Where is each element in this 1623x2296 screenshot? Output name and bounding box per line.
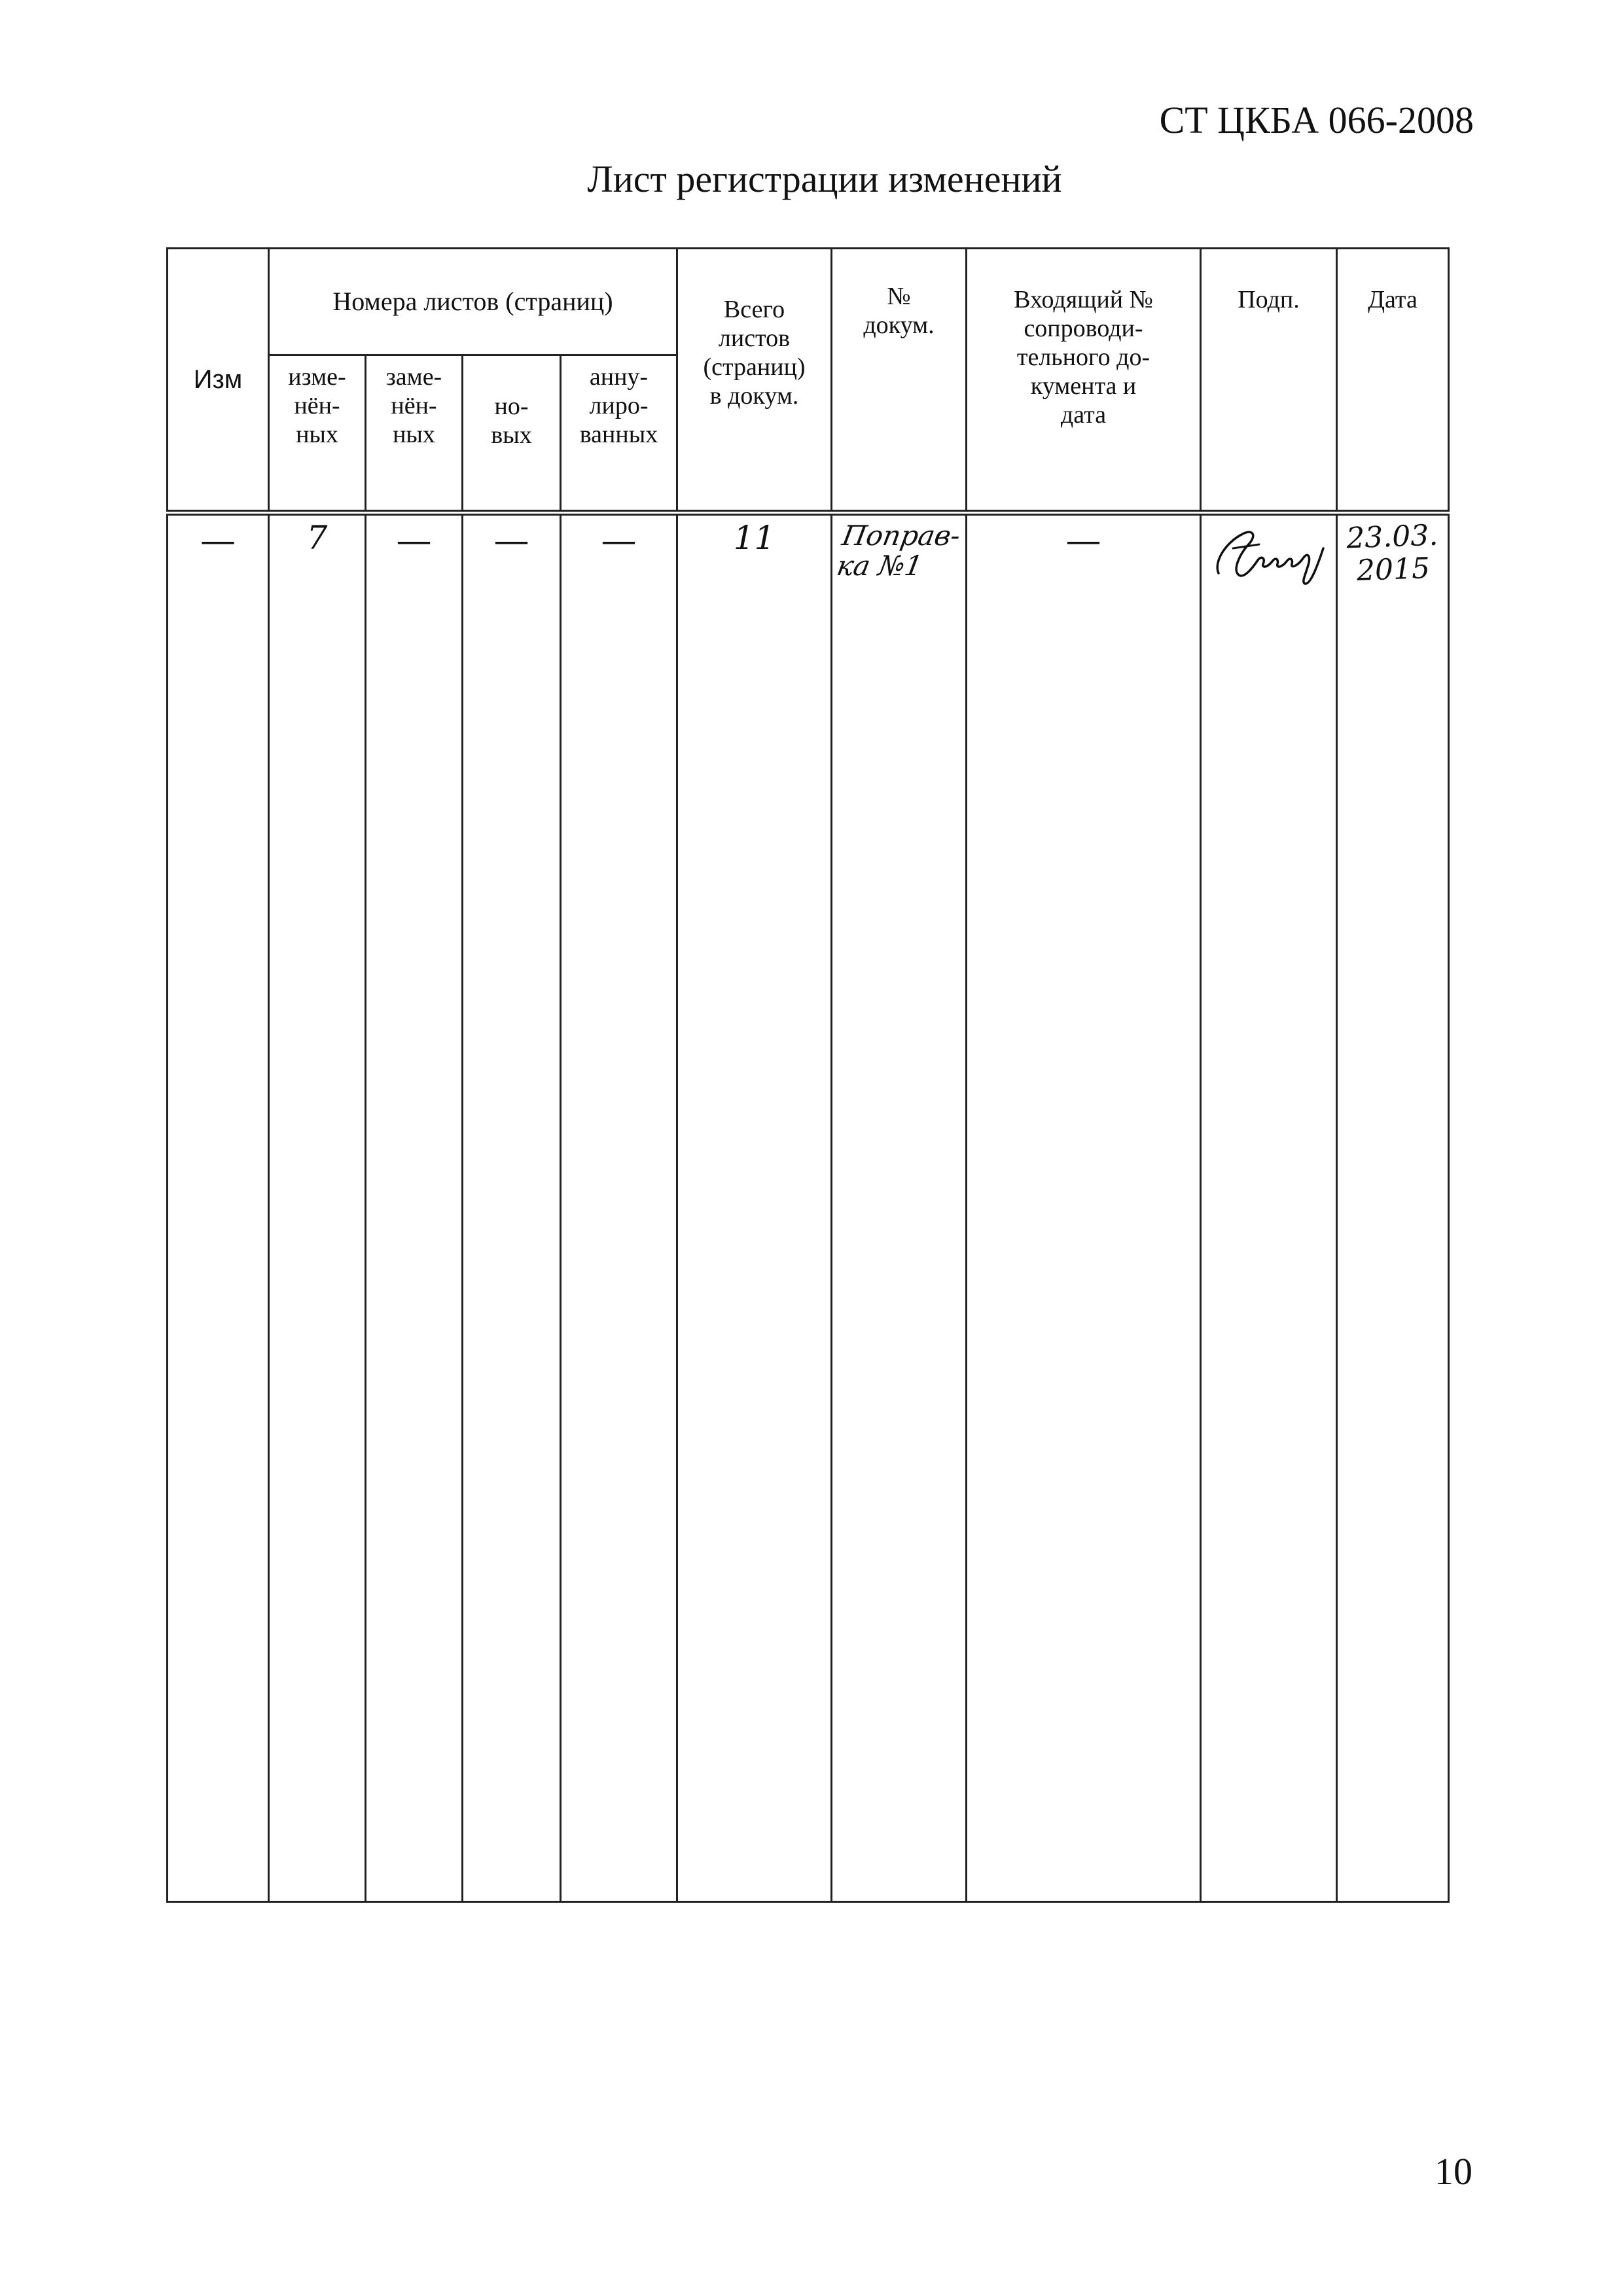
header-new: но- вых — [463, 355, 561, 513]
header-izm: Изм — [168, 249, 269, 513]
header-replaced: заме- нён- ных — [366, 355, 463, 513]
page-title: Лист регистрации изменений — [587, 158, 1062, 200]
cell-signature — [1201, 513, 1337, 1902]
header-signature: Подп. — [1201, 249, 1337, 513]
cell-new: — — [463, 513, 561, 1902]
header-changed: изме- нён- ных — [269, 355, 366, 513]
header-date: Дата — [1337, 249, 1449, 513]
document-code: СТ ЦКБА 066-2008 — [1159, 99, 1474, 141]
header-annulled: анну- лиро- ванных — [561, 355, 677, 513]
cell-replaced: — — [366, 513, 463, 1902]
cell-incoming: — — [967, 513, 1201, 1902]
cell-document-number: Поправ- ка №1 — [832, 513, 967, 1902]
handwritten-signature — [1207, 522, 1331, 588]
table-row — [168, 513, 1449, 1902]
page-number: 10 — [1435, 2150, 1472, 2193]
cell-annulled: — — [561, 513, 677, 1902]
change-registration-table — [166, 247, 1450, 1903]
header-incoming-document: Входящий № сопроводи- тельного до- кумента и дата — [967, 249, 1201, 513]
cell-changed: 7 — [269, 513, 366, 1902]
header-document-number: № докум. — [832, 249, 967, 513]
cell-date: 23.03. 2015 — [1337, 513, 1449, 1902]
header-total-sheets: Всего листов (страниц) в докум. — [677, 249, 832, 513]
header-sheet-numbers: Номера листов (страниц) — [269, 249, 677, 355]
cell-total: 11 — [677, 513, 832, 1902]
cell-izm: — — [168, 513, 269, 1902]
